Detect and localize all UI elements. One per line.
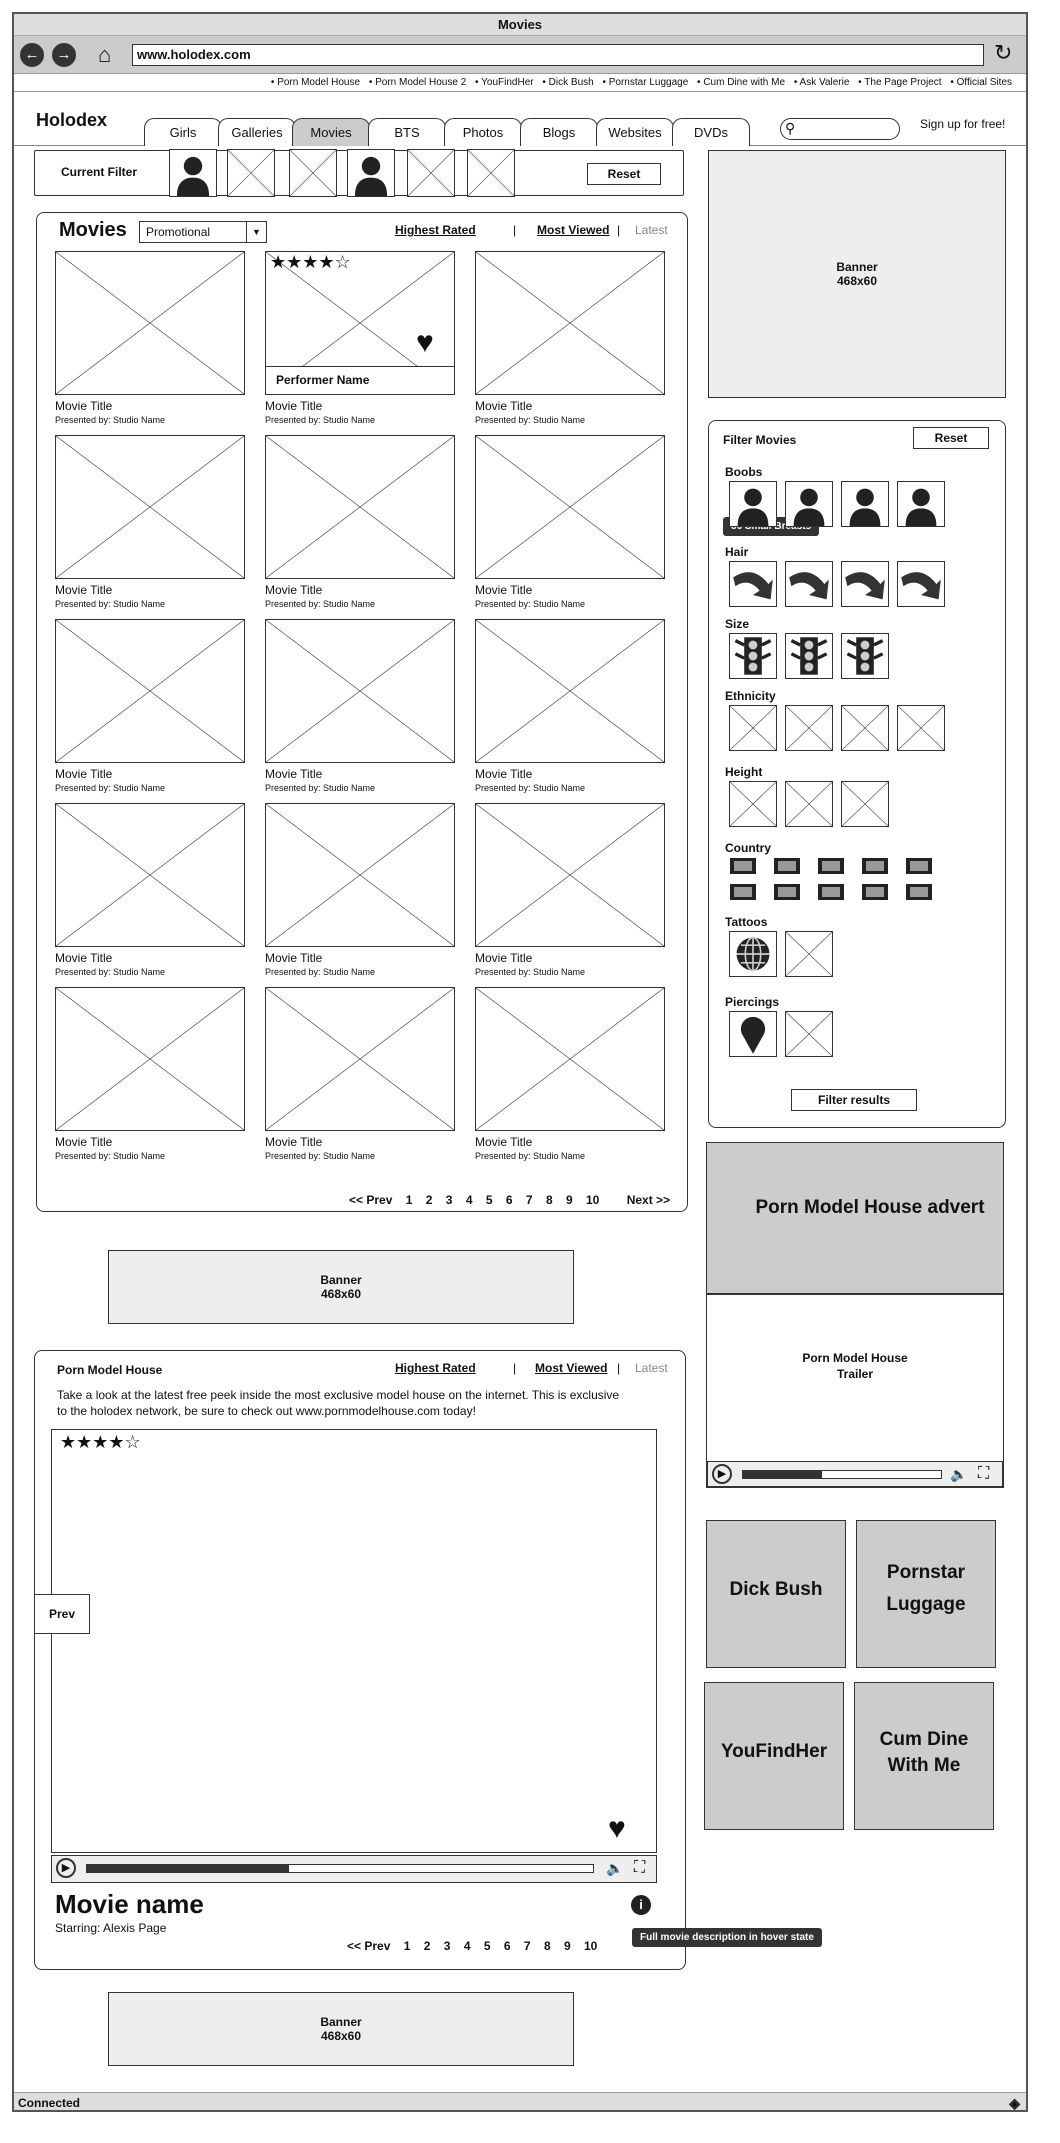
pagination-page[interactable]: 4 bbox=[463, 1939, 471, 1953]
network-link[interactable]: • Cum Dine with Me bbox=[697, 77, 786, 88]
flag-icon[interactable] bbox=[905, 883, 933, 901]
filter-option[interactable] bbox=[785, 781, 833, 827]
current-filter-bar bbox=[34, 150, 684, 196]
tab-bts[interactable]: BTS bbox=[368, 118, 446, 146]
network-links-bar bbox=[14, 74, 1026, 92]
description-tooltip: Full movie description in hover state bbox=[632, 1928, 822, 1947]
person-icon[interactable] bbox=[347, 149, 395, 197]
movie-title[interactable]: Movie Title bbox=[475, 583, 533, 597]
prev-button[interactable]: Prev bbox=[34, 1594, 90, 1634]
volume-icon[interactable]: 🔈 bbox=[606, 1860, 624, 1876]
map-pin-icon[interactable] bbox=[729, 1011, 777, 1057]
sort-most-viewed[interactable]: Most Viewed bbox=[535, 1361, 608, 1375]
trailer-title: Porn Model House bbox=[802, 1351, 908, 1365]
movie-studio: Presented by: Studio Name bbox=[475, 967, 586, 977]
filter-option[interactable] bbox=[897, 705, 945, 751]
window-title: Movies bbox=[14, 14, 1026, 36]
pagination-page[interactable]: 10 bbox=[584, 1939, 598, 1953]
filter-movies-title: Filter Movies bbox=[723, 433, 797, 447]
ad-tile-label: YouFindHer bbox=[720, 1741, 828, 1762]
heart-icon[interactable]: ♥ bbox=[416, 326, 434, 359]
movie-studio: Presented by: Studio Name bbox=[265, 415, 376, 425]
filter-option[interactable] bbox=[785, 931, 833, 977]
movie-studio: Presented by: Studio Name bbox=[55, 415, 166, 425]
filter-option[interactable] bbox=[729, 781, 777, 827]
movies-panel bbox=[36, 212, 688, 1212]
ad-tile-label: Dick Bush bbox=[729, 1579, 823, 1600]
movie-thumbnail[interactable] bbox=[475, 619, 665, 763]
movie-name: Movie name bbox=[55, 1889, 204, 1919]
flag-icon[interactable] bbox=[729, 857, 757, 875]
category-select[interactable] bbox=[139, 221, 267, 243]
banner-size: 468x60 bbox=[320, 2029, 362, 2043]
pagination-page[interactable]: 9 bbox=[563, 1939, 571, 1953]
filter-option[interactable] bbox=[841, 705, 889, 751]
movie-studio: Presented by: Studio Name bbox=[475, 783, 586, 793]
tab-girls[interactable]: Girls bbox=[144, 118, 222, 146]
movie-title[interactable]: Movie Title bbox=[55, 951, 113, 965]
movie-studio: Presented by: Studio Name bbox=[55, 599, 166, 609]
movies-heading: Movies bbox=[59, 219, 127, 241]
movie-title[interactable]: Movie Title bbox=[55, 1135, 113, 1149]
movie-studio: Presented by: Studio Name bbox=[265, 1151, 376, 1161]
traffic-light-icon[interactable] bbox=[729, 633, 777, 679]
movie-thumbnail[interactable] bbox=[55, 435, 245, 579]
back-icon[interactable]: ← bbox=[20, 43, 44, 67]
current-filter-reset-button[interactable]: Reset bbox=[587, 163, 661, 185]
movie-thumbnail[interactable] bbox=[475, 803, 665, 947]
movie-studio: Presented by: Studio Name bbox=[265, 967, 376, 977]
pagination-page[interactable]: 4 bbox=[465, 1193, 473, 1207]
movie-studio: Presented by: Studio Name bbox=[475, 599, 586, 609]
movie-studio: Presented by: Studio Name bbox=[265, 783, 376, 793]
pagination-page[interactable]: 2 bbox=[423, 1939, 431, 1953]
globe-icon[interactable] bbox=[729, 931, 777, 977]
filter-thumb[interactable] bbox=[407, 149, 455, 197]
filter-option[interactable] bbox=[841, 781, 889, 827]
filter-group-label: Tattoos bbox=[725, 915, 768, 929]
tab-dvds[interactable]: DVDs bbox=[672, 118, 750, 146]
filter-results-button[interactable]: Filter results bbox=[791, 1089, 917, 1111]
site-header bbox=[14, 92, 1026, 146]
movie-thumbnail[interactable] bbox=[475, 435, 665, 579]
pagination-prev[interactable]: << Prev bbox=[347, 1939, 391, 1953]
hair-icon[interactable] bbox=[785, 561, 833, 607]
featured-movie-thumbnail[interactable] bbox=[265, 251, 455, 395]
network-link[interactable]: • Porn Model House 2 bbox=[368, 77, 467, 88]
network-link[interactable]: • Porn Model House bbox=[270, 77, 361, 88]
signup-link[interactable]: Sign up for free! bbox=[920, 117, 1006, 131]
movie-thumbnail[interactable] bbox=[265, 803, 455, 947]
chevron-down-icon: ▼ bbox=[246, 222, 266, 242]
network-link[interactable]: • YouFindHer bbox=[475, 77, 534, 88]
pagination-page[interactable]: 1 bbox=[403, 1939, 411, 1953]
sort-highest-rated[interactable]: Highest Rated bbox=[395, 223, 476, 237]
filter-group-label: Boobs bbox=[725, 465, 763, 479]
movie-title[interactable]: Movie Title bbox=[265, 767, 323, 781]
network-link[interactable]: • Pornstar Luggage bbox=[602, 77, 689, 88]
movie-studio: Presented by: Studio Name bbox=[265, 599, 376, 609]
ad-tile-cum-dine-with-me[interactable] bbox=[854, 1682, 994, 1830]
movie-thumbnail[interactable] bbox=[475, 987, 665, 1131]
filter-group-label: Size bbox=[725, 617, 750, 631]
sort-latest[interactable]: Latest bbox=[635, 1361, 668, 1375]
pagination-page[interactable]: 9 bbox=[565, 1193, 573, 1207]
network-link[interactable]: • Ask Valerie bbox=[793, 77, 850, 88]
tab-blogs[interactable]: Blogs bbox=[520, 118, 598, 146]
hair-icon[interactable] bbox=[897, 561, 945, 607]
category-select-value: Promotional bbox=[146, 225, 211, 239]
video-player[interactable] bbox=[51, 1429, 657, 1853]
movie-thumbnail[interactable] bbox=[55, 619, 245, 763]
banner-ad[interactable] bbox=[108, 1992, 574, 2066]
pagination-page[interactable]: 10 bbox=[586, 1193, 600, 1207]
movies-pagination bbox=[349, 1193, 680, 1207]
url-field[interactable]: www.holodex.com bbox=[132, 44, 984, 66]
trailer-subtitle: Trailer bbox=[836, 1367, 874, 1381]
filter-group-label: Country bbox=[725, 841, 771, 855]
filter-option[interactable] bbox=[785, 1011, 833, 1057]
movie-studio: Presented by: Studio Name bbox=[475, 1151, 586, 1161]
movie-title[interactable]: Movie Title bbox=[55, 767, 113, 781]
person-icon[interactable] bbox=[897, 481, 945, 527]
person-icon[interactable] bbox=[841, 481, 889, 527]
tab-websites[interactable]: Websites bbox=[596, 118, 674, 146]
flag-icon[interactable] bbox=[905, 857, 933, 875]
pagination-page[interactable]: 1 bbox=[405, 1193, 413, 1207]
pmh-advert-text: Porn Model House advert bbox=[755, 1197, 985, 1218]
pmh-section-title: Porn Model House bbox=[57, 1363, 163, 1377]
filter-group-label: Piercings bbox=[725, 995, 780, 1009]
movie-title[interactable]: Movie Title bbox=[475, 767, 533, 781]
starring-text: Starring: Alexis Page bbox=[55, 1921, 167, 1935]
play-icon[interactable]: ▶ bbox=[712, 1464, 732, 1484]
trailer-controls bbox=[707, 1461, 1003, 1487]
movie-thumbnail[interactable] bbox=[55, 251, 245, 395]
network-link[interactable]: • The Page Project bbox=[858, 77, 942, 88]
pagination-page[interactable]: 8 bbox=[545, 1193, 553, 1207]
movie-title[interactable]: Movie Title bbox=[265, 399, 323, 413]
pagination-page[interactable]: 5 bbox=[483, 1939, 491, 1953]
movie-title[interactable]: Movie Title bbox=[475, 951, 533, 965]
movie-thumbnail[interactable] bbox=[265, 987, 455, 1131]
current-filter-label: Current Filter bbox=[61, 165, 138, 179]
person-icon[interactable] bbox=[785, 481, 833, 527]
sort-separator: | bbox=[513, 1361, 517, 1375]
sort-separator: | bbox=[513, 223, 517, 237]
refresh-icon[interactable]: ↻ bbox=[994, 40, 1013, 65]
site-logo[interactable]: Holodex bbox=[36, 110, 108, 130]
banner-size: 468x60 bbox=[320, 1287, 362, 1301]
traffic-light-icon[interactable] bbox=[841, 633, 889, 679]
ad-tile-label: Cum Dine With Me bbox=[879, 1729, 969, 1776]
hair-icon[interactable] bbox=[841, 561, 889, 607]
browser-window bbox=[12, 12, 1028, 2112]
search-input[interactable] bbox=[780, 118, 900, 140]
pagination-prev[interactable]: << Prev bbox=[349, 1193, 393, 1207]
banner-ad[interactable] bbox=[108, 1250, 574, 1324]
heart-icon[interactable]: ♥ bbox=[608, 1812, 626, 1845]
movie-title[interactable]: Movie Title bbox=[265, 1135, 323, 1149]
ad-tile-pornstar-luggage[interactable] bbox=[856, 1520, 996, 1668]
movie-title[interactable]: Movie Title bbox=[55, 583, 113, 597]
globe-icon: ◈ bbox=[1009, 2095, 1020, 2111]
sort-separator: | bbox=[617, 1361, 621, 1375]
movie-studio: Presented by: Studio Name bbox=[475, 415, 586, 425]
ad-tile-youfindher[interactable] bbox=[704, 1682, 844, 1830]
ad-tile-dick-bush[interactable] bbox=[706, 1520, 846, 1668]
filter-thumb[interactable] bbox=[227, 149, 275, 197]
volume-icon[interactable]: 🔈 bbox=[950, 1466, 968, 1482]
flag-icon[interactable] bbox=[817, 857, 845, 875]
pagination-page[interactable]: 8 bbox=[543, 1939, 551, 1953]
pagination-page[interactable]: 6 bbox=[503, 1939, 511, 1953]
filter-thumb[interactable] bbox=[467, 149, 515, 197]
performer-name-overlay[interactable]: Performer Name bbox=[266, 366, 454, 394]
status-text: Connected bbox=[18, 2096, 81, 2110]
movie-title[interactable]: Movie Title bbox=[475, 1135, 533, 1149]
pagination-page[interactable]: 3 bbox=[443, 1939, 451, 1953]
movie-studio: Presented by: Studio Name bbox=[55, 1151, 166, 1161]
sort-separator: | bbox=[617, 223, 621, 237]
movie-thumbnail[interactable] bbox=[265, 435, 455, 579]
network-link[interactable]: • Dick Bush bbox=[542, 77, 594, 88]
traffic-light-icon[interactable] bbox=[785, 633, 833, 679]
pmh-advert[interactable] bbox=[706, 1142, 1004, 1294]
tab-photos[interactable]: Photos bbox=[444, 118, 522, 146]
banner-text: Banner bbox=[320, 1273, 362, 1287]
network-link[interactable]: • Official Sites bbox=[950, 77, 1012, 88]
movie-studio: Presented by: Studio Name bbox=[55, 783, 166, 793]
pagination-next[interactable]: Next >> bbox=[626, 1193, 671, 1207]
rating-stars[interactable]: ★★★★☆ bbox=[270, 252, 351, 272]
pagination-page[interactable]: 7 bbox=[525, 1193, 533, 1207]
trailer-progress-bar[interactable] bbox=[742, 1470, 942, 1479]
pagination-page[interactable]: 3 bbox=[445, 1193, 453, 1207]
search-icon: ⚲ bbox=[785, 120, 796, 136]
pagination-page[interactable]: 2 bbox=[425, 1193, 433, 1207]
banner-text: Banner bbox=[320, 2015, 362, 2029]
filter-option[interactable] bbox=[729, 705, 777, 751]
movie-thumbnail[interactable] bbox=[475, 251, 665, 395]
filter-group-label: Ethnicity bbox=[725, 689, 776, 703]
sort-highest-rated[interactable]: Highest Rated bbox=[395, 1361, 476, 1375]
pmh-section bbox=[34, 1350, 686, 1970]
movie-thumbnail[interactable] bbox=[265, 619, 455, 763]
movie-title[interactable]: Movie Title bbox=[55, 399, 113, 413]
banner-size: 468x60 bbox=[836, 274, 878, 288]
pmh-trailer[interactable] bbox=[706, 1294, 1004, 1488]
flag-icon[interactable] bbox=[817, 883, 845, 901]
movie-studio: Presented by: Studio Name bbox=[55, 967, 166, 977]
ad-tile-label: Pornstar Luggage bbox=[886, 1562, 966, 1615]
info-icon[interactable]: i bbox=[631, 1895, 651, 1915]
banner-ad-right[interactable] bbox=[708, 150, 1006, 398]
flag-icon[interactable] bbox=[773, 857, 801, 875]
sort-latest[interactable]: Latest bbox=[635, 223, 668, 237]
filter-movies-panel bbox=[708, 420, 1006, 1128]
play-icon[interactable]: ▶ bbox=[56, 1858, 76, 1878]
tab-galleries[interactable]: Galleries bbox=[218, 118, 296, 146]
flag-icon[interactable] bbox=[861, 883, 889, 901]
movie-title[interactable]: Movie Title bbox=[265, 583, 323, 597]
filter-thumb[interactable] bbox=[289, 149, 337, 197]
video-progress-fill bbox=[87, 1865, 289, 1872]
pagination-page[interactable]: 5 bbox=[485, 1193, 493, 1207]
forward-icon[interactable]: → bbox=[52, 43, 76, 67]
movie-title[interactable]: Movie Title bbox=[265, 951, 323, 965]
movie-thumbnail[interactable] bbox=[55, 987, 245, 1131]
filter-reset-button[interactable]: Reset bbox=[913, 427, 989, 449]
person-icon[interactable] bbox=[729, 481, 777, 527]
status-bar bbox=[14, 2092, 1026, 2112]
flag-icon[interactable] bbox=[729, 883, 757, 901]
fullscreen-icon[interactable]: ⛶ bbox=[978, 1465, 990, 1482]
pagination-page[interactable]: 6 bbox=[505, 1193, 513, 1207]
movie-thumbnail[interactable] bbox=[55, 803, 245, 947]
browser-toolbar bbox=[14, 36, 1026, 74]
pmh-pagination bbox=[347, 1939, 607, 1953]
filter-group-label: Height bbox=[725, 765, 763, 779]
video-progress-bar[interactable] bbox=[86, 1864, 594, 1873]
person-icon[interactable] bbox=[169, 149, 217, 197]
video-controls bbox=[51, 1855, 657, 1883]
fullscreen-icon[interactable]: ⛶ bbox=[634, 1859, 646, 1876]
banner-text: Banner bbox=[836, 260, 878, 274]
sort-most-viewed[interactable]: Most Viewed bbox=[537, 223, 610, 237]
movie-title[interactable]: Movie Title bbox=[475, 399, 533, 413]
filter-group-label: Hair bbox=[725, 545, 749, 559]
tab-movies[interactable]: Movies bbox=[292, 118, 370, 146]
hair-icon[interactable] bbox=[729, 561, 777, 607]
filter-option[interactable] bbox=[785, 705, 833, 751]
rating-stars[interactable]: ★★★★☆ bbox=[60, 1432, 141, 1452]
pmh-description: Take a look at the latest free peek inside the most exclusive model house on the internet. This is exclusive to the holodex network, be sure to check out www.pornmodelhouse.com today! bbox=[57, 1388, 620, 1418]
pagination-page[interactable]: 7 bbox=[523, 1939, 531, 1953]
flag-icon[interactable] bbox=[773, 883, 801, 901]
flag-icon[interactable] bbox=[861, 857, 889, 875]
home-icon[interactable]: ⌂ bbox=[98, 42, 112, 67]
trailer-progress-fill bbox=[743, 1471, 822, 1478]
